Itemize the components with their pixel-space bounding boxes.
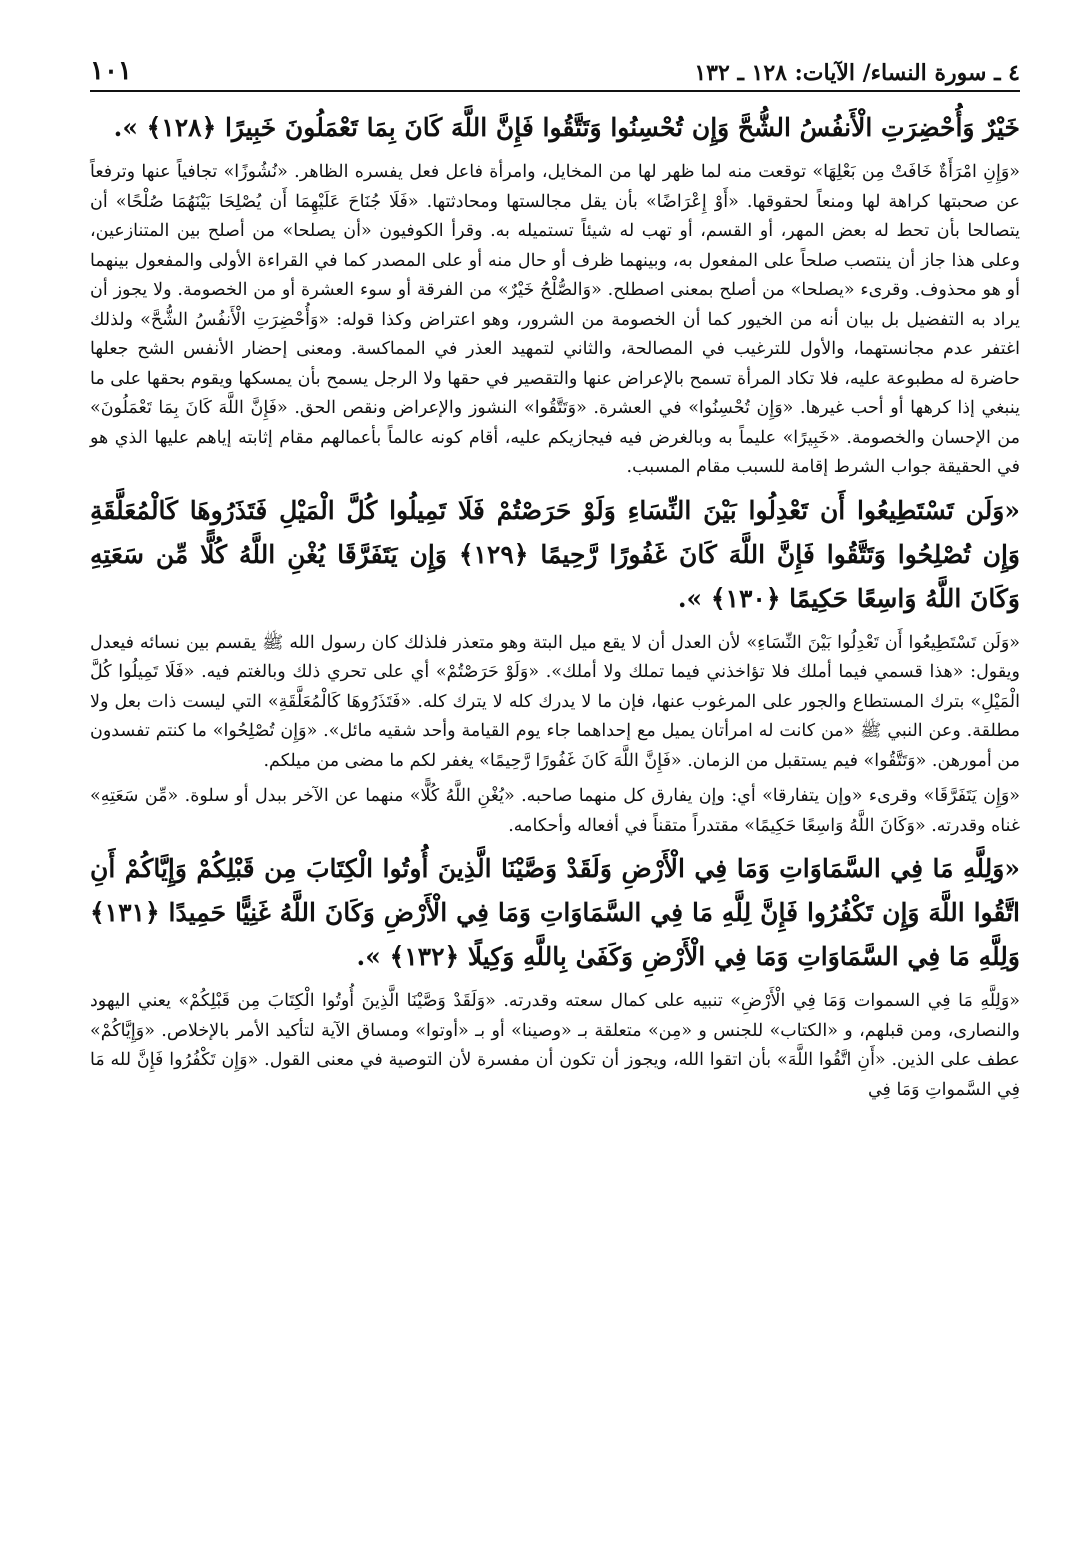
commentary-paragraph: «وَلِلَّهِ مَا فِي السموات وَمَا فِي الْأَرْضِ» تنبيه على كمال سعته وقدرته. «وَلَقَدْ وَصَّيْنَا الَّذِينَ أُوتُوا الْكِتَابَ مِن قَبْلِكُمْ» يعني اليهود والنصارى، ومن قبلهم، و «الكتاب» للجنس و «مِن» متعلقة بـ «وصينا» أو بـ «أوتوا» ومساق الآية لتأكيد الأمر بالإخلاص. «وَإِيَّاكُمْ» عطف على الذين. «أَنِ اتَّقُوا اللَّهَ» بأن اتقوا الله، ويجوز أن تكون أن مفسرة لأن التوصية في معنى القول. «وَإِن تَكْفُرُوا فَإِنَّ لله مَا فِي السَّمواتِ وَمَا فِي	[90, 991, 1020, 1100]
commentary-paragraph: «وَإِنِ امْرَأَةٌ خَافَتْ مِن بَعْلِهَا» توقعت منه لما ظهر لها من المخايل، وامرأة فاعل فعل يفسره الظاهر. «نُشُوزًا» تجافياً عنها وترفعاً عن صحبتها كراهة لها ومنعاً لحقوقها. «أَوْ إِعْرَاضًا» بأن يقل مجالستها ومحادثتها. «فَلَا جُنَاحَ عَلَيْهِمَا أَن يُصْلِحَا بَيْنَهُمَا صُلْحًا» أن يتصالحا بأن تحط له بعض المهر، أو القسم، أو تهب له شيئاً تستميله به. وقرأ الكوفيون «أن يصلحا» من أصلح بين المتنازعين، وعلى هذا جاز أن ينتصب صلحاً على المفعول به، وبينهما ظرف أو حال منه أو على المصدر كما في القراءة الأولى والمفعول بينهما أو هو محذوف. وقرىء «يصلحا» من أصلح بمعنى اصطلح. «وَالصُّلْحُ خَيْرٌ» من الفرقة أو سوء العشرة أو من الخصومة. ولا يجوز أن يراد به التفضيل بل بيان أنه من الخيور كما أن الخصومة من الشرور، وهو اعتراض وكذا قوله: «وَأُحْضِرَتِ الْأَنفُسُ الشُّحَّ» ولذلك اغتفر عدم مجانستهما، والأول للترغيب في المصالحة، والثاني لتمهيد العذر في المماكسة. ومعنى إحضار الأنفس الشح جعلها حاضرة له مطبوعة عليه، فلا تكاد المرأة تسمح بالإعراض عنها والتقصير في حقها ولا الرجل يسمح بأن يمسكها ويقوم بحقها على ما ينبغي إذا كرهها أو أحب غيرها. «وَإِن تُحْسِنُوا» في العشرة. «وَتَتَّقُوا» النشوز والإعراض ونقص الحق. «فَإِنَّ اللَّهَ كَانَ بِمَا تَعْمَلُونَ» من الإحسان والخصومة. «خَبِيرًا» عليماً به وبالغرض فيه فيجازيكم عليه، أقام كونه عالماً بأعمالهم مقام إثابته إياهم عليها الذي هو في الحقيقة جواب الشرط إقامة للسبب مقام المسبب.	[90, 162, 1020, 477]
running-title: ٤ ـ سورة النساء/ الآيات: ١٢٨ ـ ١٣٢	[694, 60, 1020, 86]
commentary-paragraph: «وَإِن يَتَفَرَّقَا» وقرىء «وإن يتفارقا» أي: وإن يفارق كل منهما صاحبه. «يُغْنِ اللَّهُ كُلًّا» منهما عن الآخر ببدل أو سلوة. «مِّن سَعَتِهِ» غناه وقدرته. «وَكَانَ اللَّهُ وَاسِعًا حَكِيمًا» مقتدراً متقناً في أفعاله وأحكامه.	[90, 786, 1020, 836]
page-number: ١٠١	[90, 56, 132, 86]
page-header	[90, 40, 1020, 92]
book-page	[90, 40, 1020, 1111]
quran-verse: «وَلَن تَسْتَطِيعُوا أَن تَعْدِلُوا بَيْنَ النِّسَاءِ وَلَوْ حَرَصْتُمْ فَلَا تَمِيلُوا كُلَّ الْمَيْلِ فَتَذَرُوهَا كَالْمُعَلَّقَةِ وَإِن تُصْلِحُوا وَتَتَّقُوا فَإِنَّ اللَّهَ كَانَ غَفُورًا رَّحِيمًا ﴿١٢٩﴾ وَإِن يَتَفَرَّقَا يُغْنِ اللَّهُ كُلًّا مِّن سَعَتِهِ وَكَانَ اللَّهُ وَاسِعًا حَكِيمًا ﴿١٣٠﴾ ».	[90, 495, 1020, 613]
quran-verse: خَيْرٌ وَأُحْضِرَتِ الْأَنفُسُ الشُّحَّ وَإِن تُحْسِنُوا وَتَتَّقُوا فَإِنَّ اللَّهَ كَانَ بِمَا تَعْمَلُونَ خَبِيرًا ﴿١٢٨﴾ ».	[113, 113, 1020, 142]
commentary-paragraph: «وَلَن تَسْتَطِيعُوا أَن تَعْدِلُوا بَيْنَ النِّسَاءِ» لأن العدل أن لا يقع ميل البتة وهو متعذر فلذلك كان رسول الله ﷺ يقسم بين نسائه فيعدل ويقول: «هذا قسمي فيما أملك فلا تؤاخذني فيما تملك ولا أملك». «وَلَوْ حَرَصْتُمْ» أي على تحري ذلك وبالغتم فيه. «فَلَا تَمِيلُوا كُلَّ الْمَيْلِ» بترك المستطاع والجور على المرغوب عنها، فإن ما لا يدرك كله لا يترك كله. «فَتَذَرُوهَا كَالْمُعَلَّقَةِ» التي ليست ذات بعل ولا مطلقة. وعن النبي ﷺ «من كانت له امرأتان يميل مع إحداهما جاء يوم القيامة وأحد شقيه مائل». «وَإِن تُصْلِحُوا» ما كنتم تفسدون من أمورهن. «وَتَتَّقُوا» فيم يستقبل من الزمان. «فَإِنَّ اللَّهَ كَانَ غَفُورًا رَّحِيمًا» يغفر لكم ما مضى من ميلكم.	[90, 632, 1020, 771]
quran-verse: «وَلِلَّهِ مَا فِي السَّمَاوَاتِ وَمَا فِي الْأَرْضِ وَلَقَدْ وَصَّيْنَا الَّذِينَ أُوتُوا الْكِتَابَ مِن قَبْلِكُمْ وَإِيَّاكُمْ أَنِ اتَّقُوا اللَّهَ وَإِن تَكْفُرُوا فَإِنَّ لِلَّهِ مَا فِي السَّمَاوَاتِ وَمَا فِي الْأَرْضِ وَكَانَ اللَّهُ غَنِيًّا حَمِيدًا ﴿١٣١﴾ وَلِلَّهِ مَا فِي السَّمَاوَاتِ وَمَا فِي الْأَرْضِ وَكَفَىٰ بِاللَّهِ وَكِيلًا ﴿١٣٢﴾ ».	[90, 854, 1020, 971]
